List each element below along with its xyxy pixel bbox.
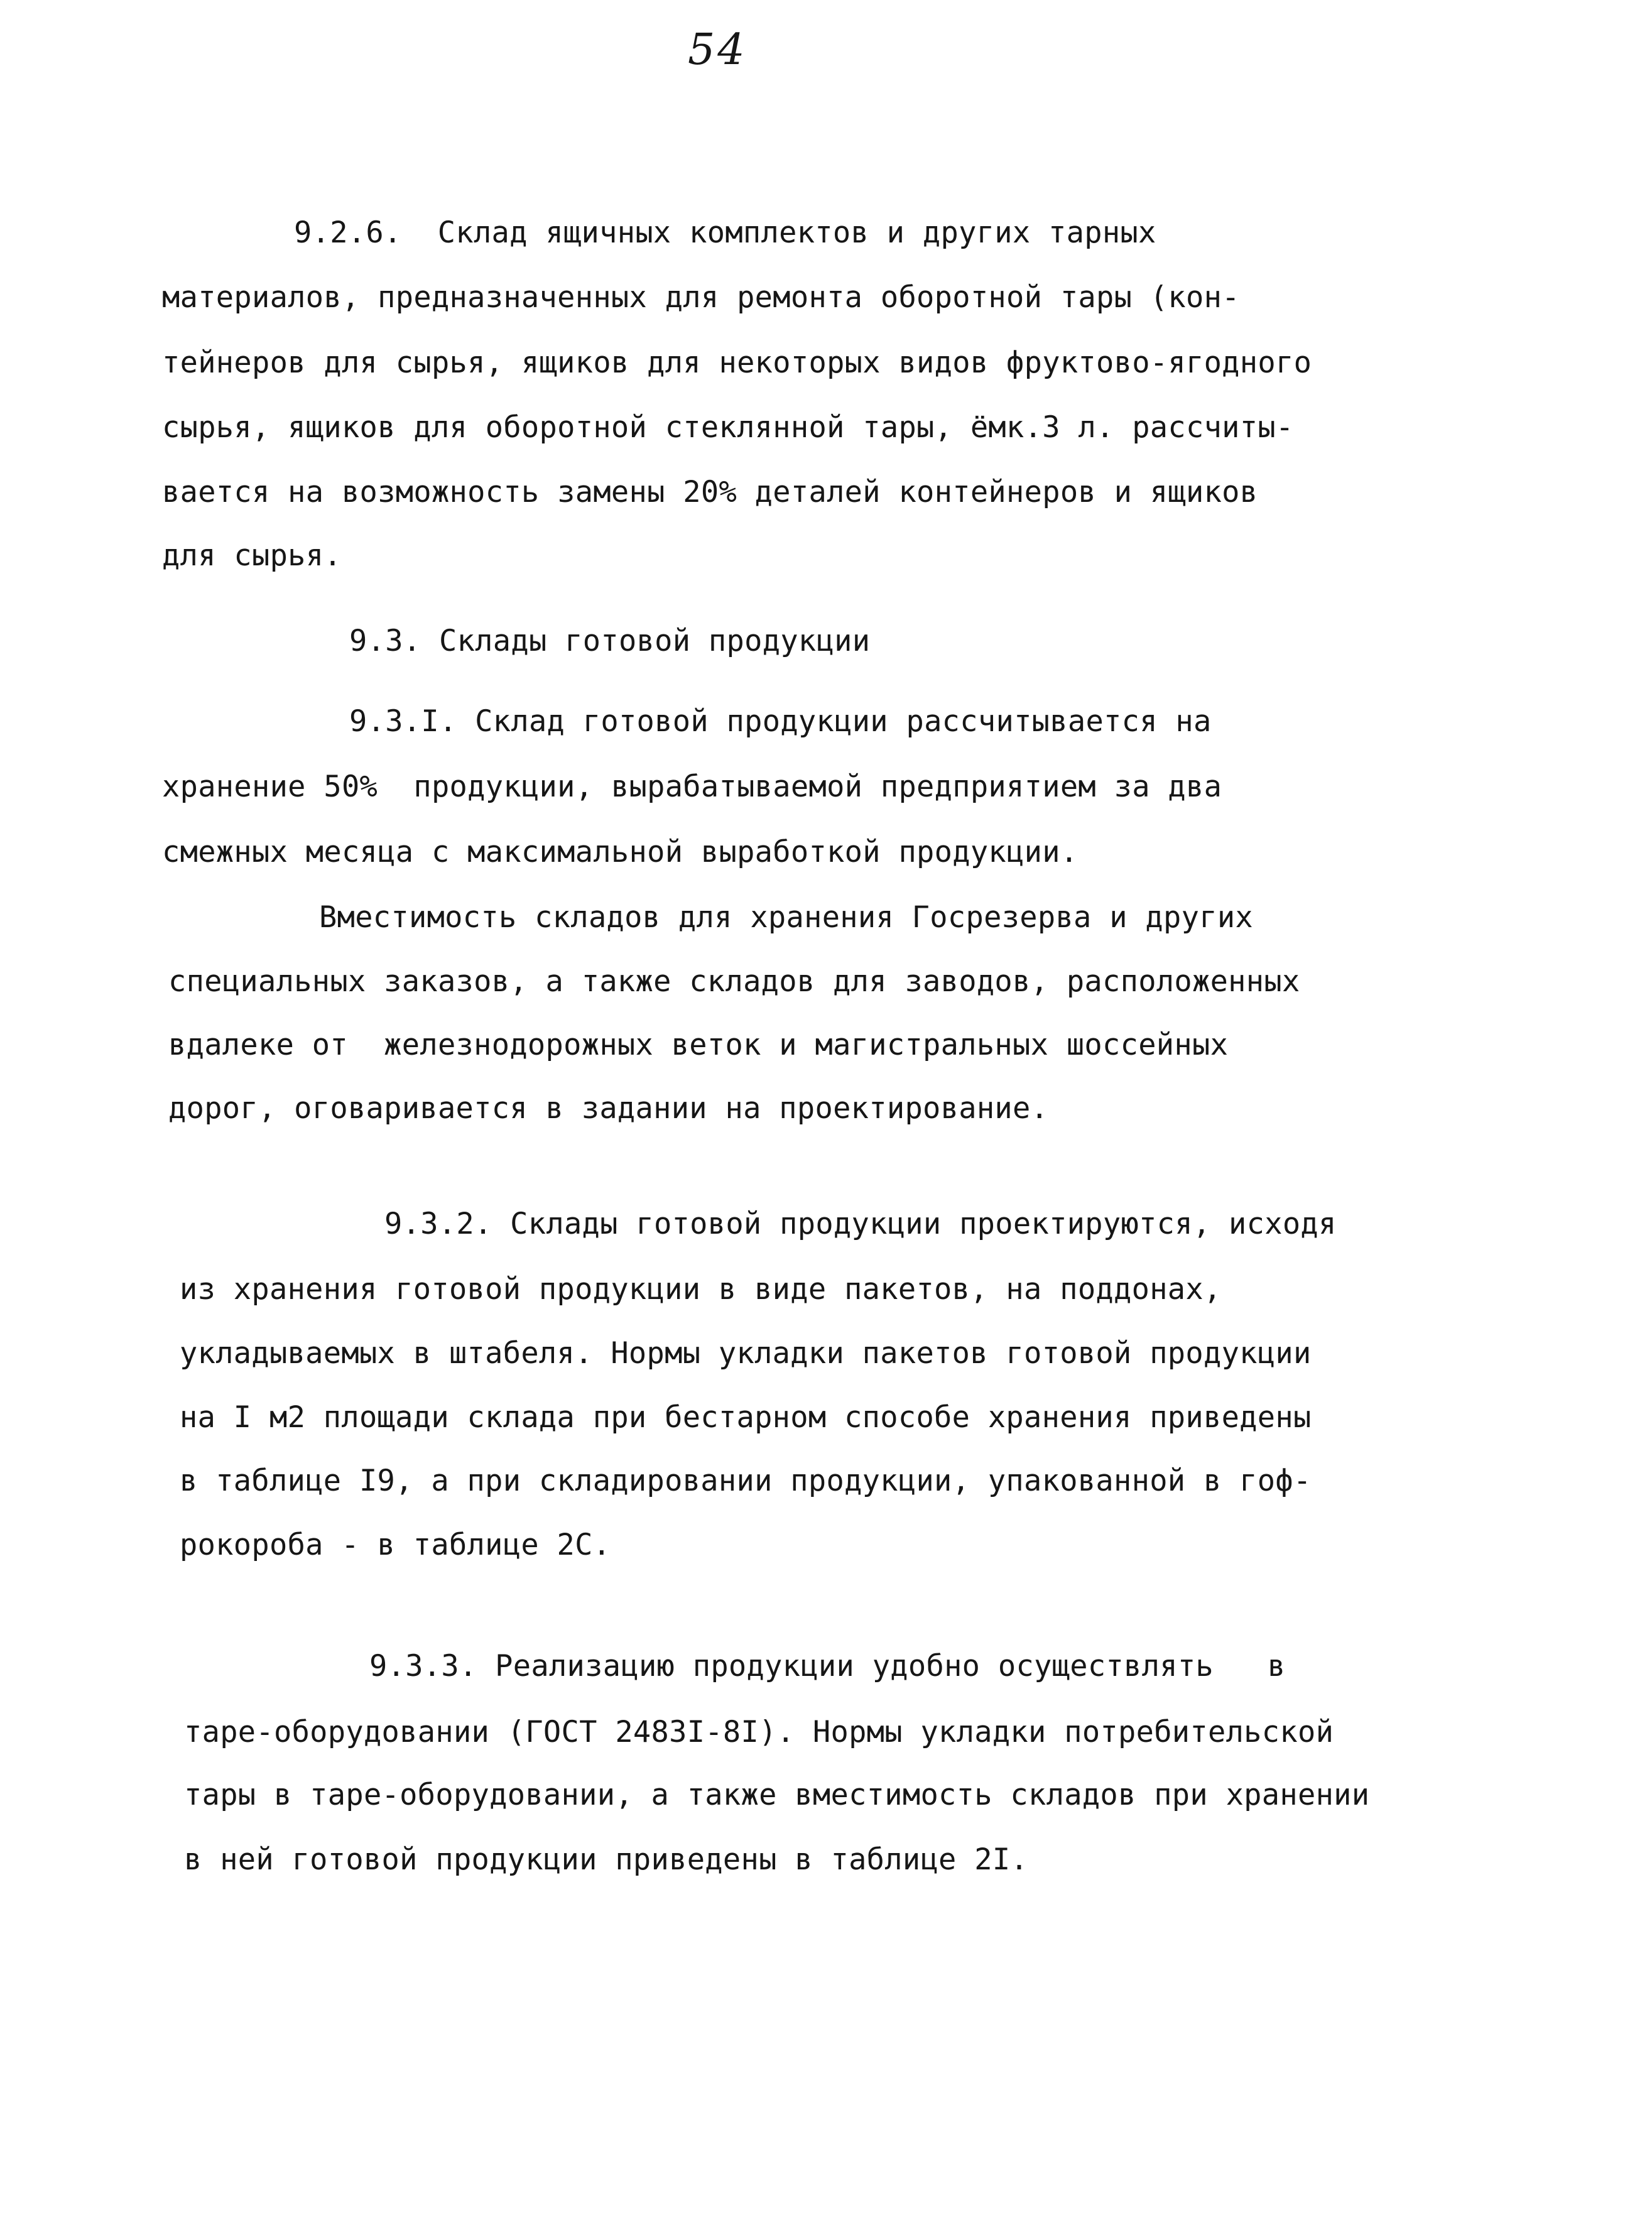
text-line: для сырья. <box>162 538 342 573</box>
text-line: в таблице I9, а при складировании продукции, упакованной в гоф- <box>180 1464 1312 1498</box>
text-line: тейнеров для сырья, ящиков для некоторых видов фруктово-ягодного <box>162 345 1312 380</box>
text-line: дорог, оговаривается в задании на проектирование. <box>168 1091 1049 1126</box>
text-line: вдалеке от железнодорожных веток и магистральных шоссейных <box>168 1028 1229 1062</box>
text-line: на I м2 площади склада при бестарном способе хранения приведены <box>180 1400 1312 1435</box>
text-line: 9.3.3. Реализацию продукции удобно осуществлять в <box>369 1649 1286 1683</box>
text-line: сырья, ящиков для оборотной стеклянной тары, ёмк.3 л. рассчиты- <box>162 410 1294 445</box>
text-line: таре-оборудовании (ГОСТ 2483I-8I). Нормы укладки потребительской <box>184 1715 1334 1749</box>
text-line: вается на возможность замены 20% деталей контейнеров и ящиков <box>162 475 1258 509</box>
text-line: 9.3.I. Склад готовой продукции рассчитывается на <box>349 704 1212 739</box>
text-line: Вместимость складов для хранения Госрезерва и других <box>319 900 1254 935</box>
text-line: хранение 50% продукции, вырабатываемой предприятием за два <box>162 769 1222 804</box>
text-line: тары в таре-оборудовании, а также вместимость складов при хранении <box>184 1778 1370 1812</box>
text-line: из хранения готовой продукции в виде пакетов, на поддонах, <box>180 1272 1222 1307</box>
text-line: укладываемых в штабеля. Нормы укладки пакетов готовой продукции <box>180 1336 1312 1371</box>
page-number: 54 <box>688 25 747 75</box>
text-line: в ней готовой продукции приведены в таблице 2I. <box>184 1842 1029 1877</box>
text-line: специальных заказов, а также складов для заводов, расположенных <box>168 964 1300 999</box>
text-line: материалов, предназначенных для ремонта оборотной тары (кон- <box>162 280 1240 315</box>
text-line: 9.2.6. Склад ящичных комплектов и других тарных <box>294 215 1156 250</box>
text-line: 9.3.2. Склады готовой продукции проектируются, исходя <box>384 1207 1337 1241</box>
section-heading: 9.3. Склады готовой продукции <box>349 624 871 658</box>
text-line: рокороба - в таблице 2С. <box>180 1528 611 1562</box>
text-line: смежных месяца с максимальной выработкой продукции. <box>162 835 1079 869</box>
